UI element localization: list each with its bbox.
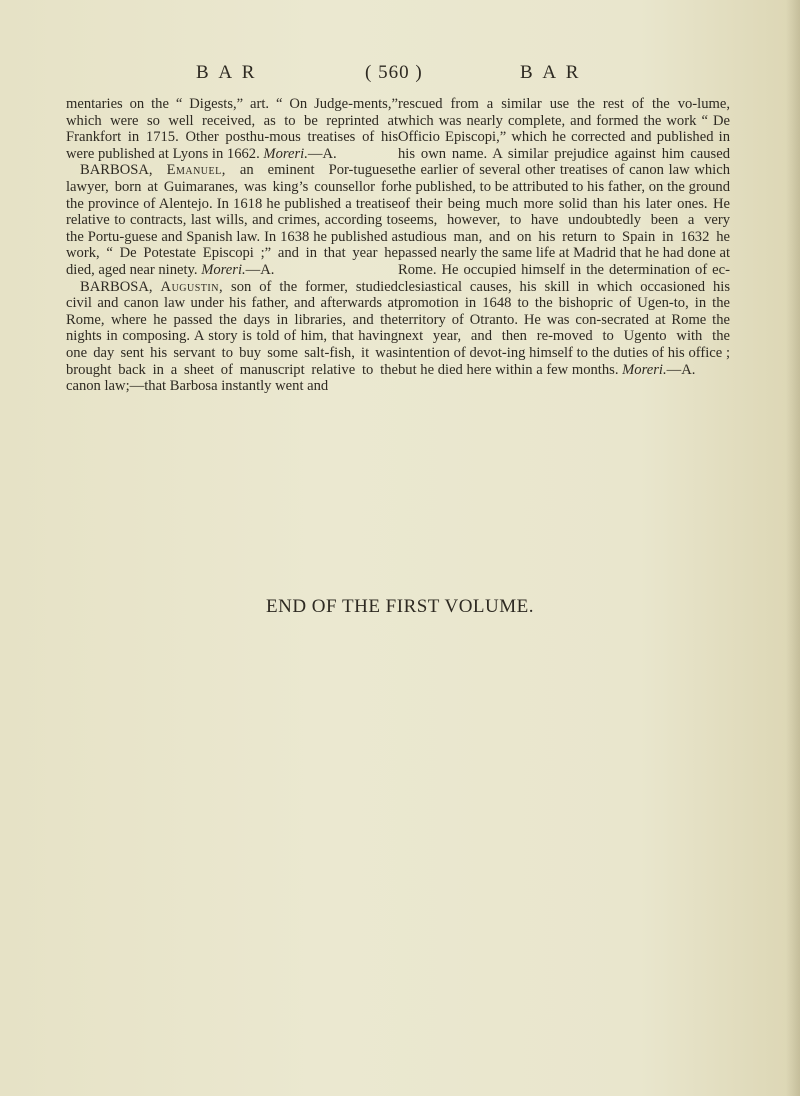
- continued-entry: [66, 96, 398, 162]
- continued-entry-text: mentaries on the “ Digests,” art. “ On Judge-ments,” which were so well received, as to be reprinted at Frankfort in 1715. Other posthu-mous treatises of his were published at Lyons in 1662.: [66, 96, 398, 162]
- source-citation: Moreri.: [622, 361, 667, 378]
- entry-text: son of the former, studied civil and canon law under his father, and afterwards at Rome, where he passed the days in libraries, and the nights in composing. A story is told of him, that having one day sent his servant to buy some salt-fish, it was brought back in a sheet of manuscript relative to the canon law;—that Barbosa instantly went and: [66, 278, 398, 395]
- header-right-word: B A R: [520, 62, 582, 83]
- author-initial: —A.: [307, 145, 337, 162]
- page-edge-shadow: [786, 0, 800, 1096]
- entry-barbosa-augustin: [66, 279, 398, 395]
- entry-given-name: Emanuel,: [166, 162, 226, 179]
- page-number: ( 560 ): [365, 62, 423, 83]
- entry-text: rescued from a similar use the rest of the vo-lume, which was nearly complete, and formed the work “ De Officio Episcopi,” which he corrected and published in his own name. A similar prejudice against him caused the earlier of several other treatises of canon law which he published, to be attributed to his father, on the ground of their being much more solid than his later ones. He seems, however, to have undoubtedly been a very studious man, and on his return to Spain in 1632 he passed nearly the same life at Madrid that he had done at Rome. He occupied himself in the determination of ec-clesiastical causes, his skill in which occasioned his promotion in 1648 to the bishopric of Ugen-to, in the territory of Otranto. He was con-secrated at Rome the next year, and then re-moved to Ugento with the intention of devot-ing himself to the duties of his office ; but he died here within a few months.: [398, 96, 730, 378]
- end-of-volume-notice: END OF THE FIRST VOLUME.: [266, 596, 534, 617]
- author-initial: —A.: [666, 361, 696, 378]
- header-left-word: B A R: [196, 62, 258, 83]
- source-citation: Moreri.: [263, 145, 308, 162]
- entry-headword: BARBOSA,: [80, 278, 153, 295]
- author-initial: —A.: [245, 261, 275, 278]
- entry-barbosa-emanuel: [66, 162, 398, 278]
- right-column: [398, 96, 730, 378]
- entry-headword: BARBOSA,: [80, 162, 153, 179]
- running-header: [0, 62, 800, 92]
- left-column: [66, 96, 398, 395]
- entry-text: an eminent Por-tuguese lawyer, born at Guimaranes, was king’s counsellor for the province of Alentejo. In 1618 he published a treatise relative to contracts, last wills, and crimes, according to the Portu-guese and Spanish law. In 1638 he published a work, “ De Potestate Episcopi ;” and in that year he died, aged near ninety.: [66, 162, 398, 278]
- entry-continuation: [398, 96, 730, 378]
- entry-given-name: Augustin,: [160, 278, 224, 295]
- source-citation: Moreri.: [201, 261, 246, 278]
